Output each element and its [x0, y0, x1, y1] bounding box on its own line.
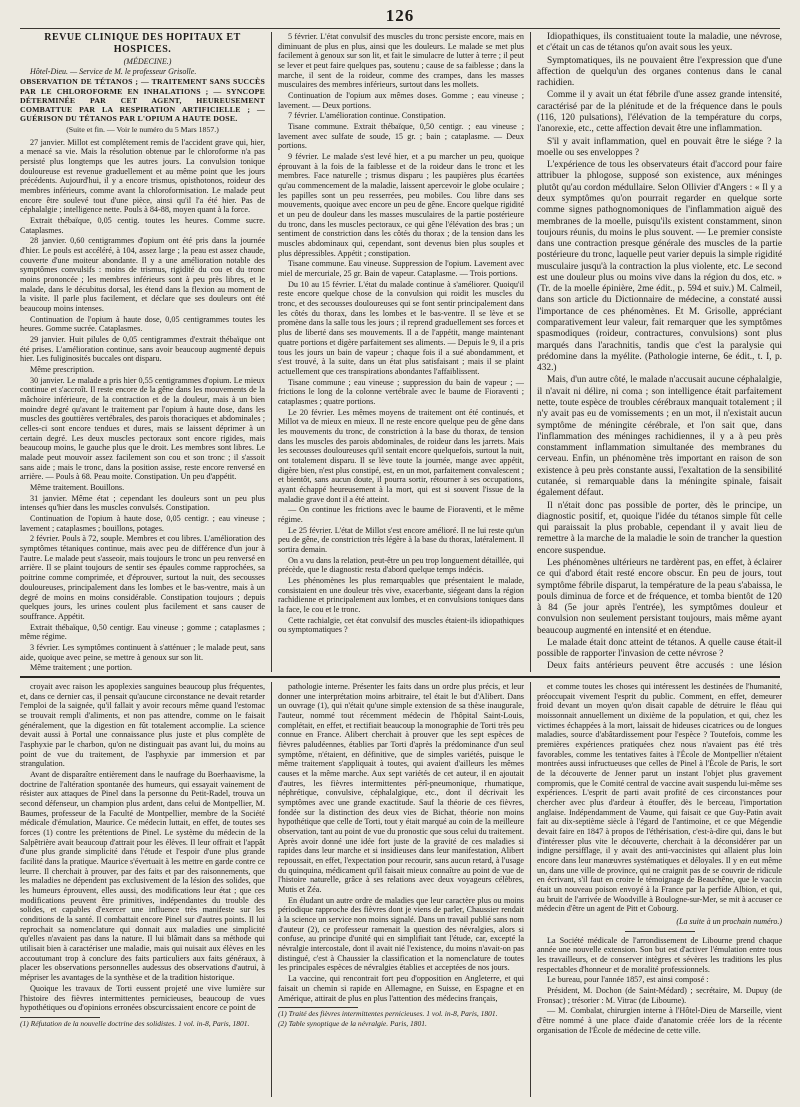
paragraph: Symptomatiques, ils ne pouvaient être l'expression que d'une affection de quelqu'un des organes contenus dans le canal rachidien. [537, 55, 782, 89]
hospital-service-line: Hôtel-Dieu. — Service de M. le professeur Grisolle. [30, 67, 197, 77]
paragraph: 29 janvier. Huit pilules de 0,05 centigrammes d'extrait thébaïque ont été prises. L'amélioration continue, sans avoir beaucoup augmenté depuis hier. Les fuliginosités buccales ont disparu. [20, 335, 265, 364]
paragraph: Cette rachialgie, cet état convulsif des muscles étaient-ils idiopathiques ou symptomatiques ? [278, 615, 524, 635]
to-be-continued: (La suite à un prochain numéro.) [676, 917, 782, 927]
column-2-body [278, 32, 524, 635]
section-separator [20, 676, 780, 678]
footnote: (1) Traité des fièvres intermittentes pernicieuses. 1 vol. in-8, Paris, 1801. [278, 1009, 498, 1019]
footnote-rule [20, 1017, 100, 1018]
bottom-column-3 [537, 682, 782, 1097]
paragraph: Il n'était donc pas possible de porter, dès le principe, un diagnostic positif, et, quoique l'idée du tétanos simple fût celle qui paraissait la plus probable, cependant il y avait lieu de remettre à la marche de la maladie le soin de trancher la question encore suspendue. [537, 500, 782, 556]
header-rule [20, 28, 780, 29]
paragraph: Le malade était donc atteint de tétanos. A quelle cause était-il possible de rapporter l'invasion de cette névrose ? [537, 637, 782, 660]
top-column-2 [278, 32, 524, 672]
paragraph: On a vu dans la relation, peut-être un peu trop longuement détaillée, qui précède, que le diagnostic resta d'abord quelque temps indécis. [278, 555, 524, 575]
paragraph: Même traitement ; une portion. [30, 663, 133, 672]
observation-title: OBSERVATION DE TÉTANOS ; — TRAITEMENT SANS SUCCÈS PAR LE CHLOROFORME EN INHALATIONS ; — SYNCOPE DÉTERMINÉE PAR CET AGENT, HEUREUSEMENT COMBATTUE PAR LA RESPIRATION ARTIFICIELLE ; — GUÉRISON DU TÉTANOS PAR L'OPIUM A HAUTE DOSE. [20, 77, 265, 124]
bottom-column-3-news [537, 936, 782, 1036]
paragraph: 5 février. L'état convulsif des muscles du tronc persiste encore, mais en diminuant de plus en plus, ainsi que les douleurs. Le malade se met plus facilement à genoux sur son lit, et fait le simulacre de lutter à terre ; il peut se lever et peut faire quelques pas, soutenu ; cause de sa faiblesse ; dans la marche, il sent de la roideur, comme des crampes, dans les masses musculaires des membres inférieurs, surtout dans les mollets. [278, 32, 524, 90]
footnote: (1) Réfutation de la nouvelle doctrine des solidistes. 1 vol. in-8, Paris, 1801. [20, 1018, 250, 1028]
paragraph: Continuation de l'opium aux mêmes doses. Gomme ; eau vineuse ; lavement. — Deux portions. [278, 91, 524, 110]
footnotes [278, 1010, 524, 1029]
paragraph: Le 20 février. Les mêmes moyens de traitement ont été continués, et Millot va de mieux en mieux. Il ne reste encore quelque peu de gêne dans les mouvements du tronc, de constriction à la base du thorax, de tension dans les muscles des parois abdominales, de roideur dans les jarrets. Mais les secousses douloureuses qu'il sentait encore quelquefois, surtout la nuit, ont totalement disparu. Il se lève toute la journée, mange avec appétit, digère bien, n'est plus constipé, est, en un mot, parfaitement convalescent ; et bientôt, sans aucun doute, il pourra sortir, rétourner à ses occupations, ayant échappé heureusement à la mort, qui est si souvent l'issue de la maladie grave dont il a été atteint. [278, 407, 524, 504]
paragraph: Même prescription. [30, 365, 95, 375]
paragraph: En éludant un autre ordre de maladies que leur caractère plus ou moins périodique rapproche des fièvres dont je viens de parler, Chaussier rendait à la science un service non moins signalé. Dans un travail publié sans nom d'auteur (2), ce professeur ramenait la question des névralgies, alors si confuse, au principe d'unité qui en simplifiait tant l'étude, car, excepté la névralgie intercostale, dont il avait nié l'existence, du moins n'avait-on pas distingué, c'est à Chaussier la classification et la nomenclature de toutes les principales espèces de névralgies établies et acceptées de nos jours. [278, 895, 524, 973]
paragraph: Idiopathiques, ils constituaient toute la maladie, une névrose, et c'était un cas de tétanos qu'on avait sous les yeux. [537, 32, 782, 54]
paragraph: Deux faits antérieurs peuvent être accusés : une lésion [547, 661, 782, 672]
column-divider [530, 32, 531, 672]
column-divider [271, 32, 272, 672]
paragraph: 9 février. Le malade s'est levé hier, et a pu marcher un peu, quoique éprouvant à la fois de la faiblesse et de la roideur dans le tronc et les membres. Face naturelle ; trismus disparu ; les paupières plus écartées qu'au commencement de la maladie, laissent apercevoir le globe oculaire ; les papilles sont un peu resserrées, peu mobiles. Cou libre dans ses mouvements, quoique avec encore un peu de gêne. Encore quelque rigidité et un peu de douleur dans les masses musculaires de la partie postérieure du tronc, dans les muscles pectoraux, ce qui gêne l'élévation des bras ; un sentiment de constriction dans les côtés du thorax ; de la tension dans les muscles abdominaux qui, cependant, sont devenus bien plus souples et plus dépressibles. Appétit ; constipation. [278, 152, 524, 258]
paragraph: La Société médicale de l'arrondissement de Libourne prend chaque année une nouvelle extension. Son but est d'activer l'émulation entre tous les travailleurs, et de conserver intègres et sévères les traditions les plus respectables d'honneur et de moralité professionnels. [537, 935, 782, 974]
paragraph: Extrait thébaïque, 0,05 centig. toutes les heures. Comme sucre. Cataplasmes. [20, 215, 265, 235]
bottom-column-2-body [278, 682, 524, 1003]
paragraph: Tisane commune ; eau vineuse ; suppression du bain de vapeur ; — frictions le long de la colonne vertébrale avec le baume de Fioraventi ; cataplasmes ; quatre portions. [278, 377, 524, 406]
column-1-body [20, 138, 265, 672]
short-rule [625, 931, 695, 932]
paragraph: Le 25 février. L'état de Millot s'est encore amélioré. Il ne lui reste qu'un peu de gêne, de constriction très légère à la base du thorax, latéralement. Il sortira demain. [278, 525, 524, 554]
paragraph: et comme toutes les choses qui intéressent les destinées de l'humanité, préoccupait vivement l'esprit du public. Comment, en effet, demeurer froid devant un moyen qu'on disait capable de détruire le fléau qui moissonnait annuellement un dixième de la population, et qui, chez les victimes échappées à la mort, laissait de hideuses cicatrices ou de longues maladies, source d'abâtardissement pour l'espèce ? Toutefois, comme les premières expériences pratiquées chez nous n'avaient pas été très favorables, comme les tentatives faites à l'École de Montpellier n'étaient montrées aussi infructueuses que celles de Pinel à l'École de Paris, le sort de la découverte de Jenner parut un instant l'objet plus gravement compromis, que le Comité central de vaccine avait suspendu lui-même ses expériences. L'esprit de parti avait profité de ces circonstances pour chercher avec plus d'ardeur à étouffer, dès le berceau, l'importation anglaise. Indépendamment de Vaume, qui faisait ce que Guy-Patin avait fait au dix-septième siècle à l'égard de l'antimoine, et ce que Mégendie devait faire en 1847 à propos de l'éthérisation, c'est-à-dire qui, dans le but d'intéresser plus vite le découverte, cherchait à la déconsidérer par un indigne persifflage, il y avait des anti-vaccinistes qui allaient plus loin encore dans leur manœuvres systématiques et déloyales. Il y en eut même un, dans une ville de province, qui ne craignit pas de se couvrir de ridicule en écrivant, s'il faut en croire le témoignage de Beauchêne, que le vaccin était un nouveau poison envoyé à la France par la perfide Albion, et qui, au bruit de l'arrivée de Woodville à Boulogne-sur-Mer, se mit à accuser ce médecin d'être un agent de Pitt et Cobourg. [537, 682, 782, 914]
paragraph: Même traitement. Bouillons. [30, 483, 125, 493]
top-column-3 [537, 32, 782, 672]
paragraph: 31 janvier. Même état ; cependant les douleurs sont un peu plus intenses qu'hier dans les muscles convulsés. Constipation. [20, 493, 265, 513]
paragraph: 3 février. Les symptômes continuent à s'atténuer ; le malade peut, sans aide, quoique avec peine, se mettre à genoux sur son lit. [20, 642, 265, 662]
bottom-column-2 [278, 682, 524, 1097]
section-title: REVUE CLINIQUE DES HOPITAUX ET HOSPICES. [44, 32, 241, 55]
paragraph: S'il y avait inflammation, quel en pouvait être le siége ? la moelle ou ses enveloppes ? [537, 136, 782, 158]
paragraph: Tisane commune. Extrait thébaïque, 0,50 centigr. ; eau vineuse ; lavement avec sulfate de soude, 15 gr. ; bain ; cataplasme. — Deux portions. [278, 122, 524, 151]
paragraph: Du 10 au 15 février. L'état du malade continue à s'améliorer. Quoiqu'il reste encore quelque chose de la convulsion qui roidit les muscles du tronc, et des secousses douloureuses qui se font sentir principalement dans les côtés du thorax, dans les lombes et le bas-ventre. Il se lève et se promène dans la salle tous les jours ; il reprend graduellement ses forces et plus de liberté dans ses mouvements. Il a de l'appétit, mange maintenant quatre portions et digère parfaitement ses aliments. — Depuis le 9, il a pris tous les jours un bain de vapeur ; chaque fois il a sué abondamment, et s'est trouvé, à la suite, dans un état plus satisfaisant ; mais il se plaint actuellement que ces transpirations abondantes l'affaiblissent. [278, 279, 524, 376]
footnote: (2) Table synoptique de la névralgie. Paris, 1801. [278, 1019, 427, 1029]
bottom-column-1 [20, 682, 265, 1097]
paragraph: Le bureau, pour l'année 1857, est ainsi composé : [547, 975, 709, 985]
paragraph: Quoique les travaux de Torti eussent projeté une vive lumière sur l'histoire des fièvres intermittentes pernicieuses, beaucoup de vues hypothétiques ou d'opinions erronées obscurcissaient encore ce point de [20, 983, 265, 1013]
top-column-1 [20, 32, 265, 672]
footnote-rule [278, 1007, 358, 1008]
paragraph: — On continue les frictions avec le baume de Fioraventi, et le même régime. [278, 505, 524, 524]
paragraph: 2 février. Pouls à 72, souple. Membres et cou libres. L'amélioration des symptômes tétaniques continue, mais avec peu de différence d'un jour à l'autre. Le malade peut s'asseoir, mais toujours le tronc un peu renversé en arrière. Il se plaint toujours de sentir ses épaules comme rapprochées, sa poitrine comme comprimée, et d'éprouver, surtout la nuit, des secousses douloureuses, principalement dans les lombes et le bas-ventre, mais à un degré de moins en moins considérable. Constipation toujours ; depuis quelques jours, les urines coulent plus facilement et sans causer de souffrance. Appétit. [20, 534, 265, 621]
section-subtitle: (MÉDECINE.) [123, 56, 172, 66]
paragraph: Les phénomènes les plus remarquables que présentaient le malade, consistaient en une douleur très vive, exacerbante, siégeant dans la région rachidienne et principalement aux lombes, et en convulsions toniques dans la face, le cou et le tronc. [278, 575, 524, 614]
paragraph: Continuation de l'opium à haute dose, 0,05 centigr. ; eau vineuse ; lavement ; cataplasmes ; bouillons, potages. [20, 514, 265, 533]
page-number: 126 [385, 6, 415, 25]
paragraph: — M. Combalat, chirurgien interne à l'Hôtel-Dieu de Marseille, vient d'être nommé à une place d'aide d'anatomie créée lors de la récente organisation de l'École de médecine de cette ville. [537, 1006, 782, 1035]
paragraph: Tisane commune. Eau vineuse. Suppression de l'opium. Lavement avec miel de mercuriale, 25 gr. Bain de vapeur. Cataplasme. — Trois portions. [278, 259, 524, 279]
bottom-column-1-body [20, 682, 265, 1013]
paragraph: 28 janvier. 0,60 centigrammes d'opium ont été pris dans la journée d'hier. Le pouls est accéléré, à 104, assez large ; la peau est assez chaude, couverte d'une moiteur abondante. Il y a une amélioration notable des symptômes convulsifs : moins de trismus, rigidité du cou et du tronc moins prononcée ; les membres inférieurs sont à peu près libres, et le malade, dans le décubitus dorsal, les étend dans la flexion au moment de la visite. Il parle plus facilement, et déclare que ses douleurs ont été beaucoup moins intenses. [20, 236, 265, 314]
paragraph: Continuation de l'opium à haute dose, 0,05 centigrammes toutes les heures. Gomme sucrée. Cataplasmes. [20, 314, 265, 334]
paragraph: pathologie interne. Présenter les faits dans un ordre plus précis, et leur donner une interprétation moins arbitraire, tel était le but d'Alibert. Dans un ouvrage (1), qui n'était qu'une simple extension de sa thèse inaugurale, l'auteur, nommé tout récemment médecin de l'hôpital Saint-Louis, complétait, en effet, et rectifiait beaucoup la monographie de Torti très peu connue en France. Alibert cherchait à prouver que les sept espèces de fièvres paludéennes, établies par Torti d'après la prédominance d'un seul symptôme, n'étaient, en définitive, que de simples variétés, puisque le même traitement s'appliquait à toutes, qui avaient d'ailleurs les mêmes causes et la même marche. Aux sept variétés de cet auteur, il en ajoutait d'autres, les fièvres intermittentes pérî-pneumonique, rhumatique, néphrétique, convulsive, céphalalgique, etc., dont il décrivait les symptômes avec une grande exactitude. Sauf la théorie de ces fièvres, fondée sur la distinction des deux vies de Bichat, théorie non moins hypothétique que celle de Torti, tout y était marqué au coin de la meilleure observation, tant au point de vue du pronostic que sous celui du traitement. Après avoir donné une idée fort juste de la gravité de ces maladies si rapides dans leur marche et si insidieuses dans leur manifestation, Alibert repoussait, en effet, l'expectation pour recourir, sans aucun retard, à l'usage du quinquina, médicament qu'il faisait mieux connaître au point de vue de l'histoire naturelle, grâce à ses relations avec deux voyageurs célèbres, Mutis et Zéa. [278, 682, 524, 895]
paragraph: 7 février. L'amélioration continue. Constipation. [288, 111, 446, 121]
paragraph: La vaccine, qui rencontrait fort peu d'opposition en Angleterre, et qui faisait un chemin si rapide en Allemagne, en Suisse, en Espagne et en Amérique, attirait de plus en plus l'attention des médecins français, [278, 974, 524, 1003]
column-divider [271, 682, 272, 1097]
paragraph: croyait avec raison les apoplexies sanguines beaucoup plus fréquentes, et, dans ce dernier cas, il pensait qu'aucune circonstance ne devait retarder l'emploi de la saignée, qu'il fallait y avoir recours même quand l'estomac se trouvait rempli d'aliments, et non pas attendre, comme on le faisait généralement, que la digestion en fût totalement accomplie. La science devait aussi à Portal une connaissance plus juste et plus complète de l'asphyxie par le charbon, qu'on ne distinguait pas avant lui, du moins au point de vue du traitement, de l'asphyxie par immersion et par strangulation. [20, 682, 265, 769]
continuation-note: (Suite et fin. — Voir le numéro du 5 Mars 1857.) [66, 125, 219, 135]
paragraph: Extrait thébaïque, 0,50 centigr. Eau vineuse ; gomme ; cataplasmes ; même régime. [20, 622, 265, 642]
paragraph: Les phénomènes ultérieurs ne tardèrent pas, en effet, à éclairer ce qui d'abord était resté encore obscur. En peu de jours, tout symptôme fébrile disparut, la température de la peau s'abaissa, le pouls diminua de force et de fréquence, et tomba bientôt de 120 à 84 (5e jour après l'entrée), les symptômes douleur et convulsion non seulement persistant toujours, mais même ayant beaucoup augmenté en intensité et en étendue. [537, 557, 782, 636]
bottom-column-3-body [537, 682, 782, 914]
paragraph: Mais, d'un autre côté, le malade n'accusait aucune céphalalgie, il n'avait ni délire, ni coma ; son intelligence était parfaitement nette, toute espèce de troubles cérébraux manquait totalement ; il n'y avait pas eu de vomissements ; en un mot, il n'existait aucun symptôme de méningite cérébrale, et l'on sait que, dans l'inflammation des méninges rachidiennes, il y a à peu près constamment inflammation simultanée des membranes du cerveau. Enfin, un phénomène très important en raison de son existence à peu près constante aussi, l'exaltation de la sensibilité cutanée, si remarquable dans la méningite spinale, faisait également défaut. [537, 375, 782, 499]
column-divider [530, 682, 531, 1097]
paragraph: 27 janvier. Millot est complétement remis de l'accident grave qui, hier, a menacé sa vie. Mais la résolution obtenue par le chloroforme n'a pas persisté plus longtemps que les autres jours. La convulsion tonique douloureuse est revenue graduellement et au même point que les jours précédents. Aujourd'hui, il y a encore trismus, opisthotonos, roideur des membres inférieurs, comme avant la chloroformisation. Le malade peut encore être soulevé tout d'une pièce, ainsi qu'il l'a été hier. Pas de céphalalgie ; intelligence nette. Pouls à 84-88, moyen quant à la force. [20, 137, 265, 215]
paragraph: Avant de disparaître entièrement dans le naufrage du Boerhaavisme, la doctrine de l'altération spontanée des humeurs, qui essayait vainement de résister aux attaques de Pinel dans la personne du Petit-Radel, trouva un second défenseur, un champion plus ardent, dans celui de Montpellier, M. Baumes, professeur de la Faculté de Montpellier, membre de la Société médicale d'émulation, Maurice. Ce médecin luttait, en effet, de toutes ses forces (1) contre les prétentions de Pinel. Le système du médecin de la Salpêtrière avait beaucoup d'attrait pour les élèves. Il leur offrait et l'appât d'une plus grande simplicité dans l'étude et l'espoir d'une plus grande facilité dans la pratique. Maurice s'évertuait à les mettre en garde contre ce leurre. Il cherchait à prouver, par des faits et par des raisonnements, que les maladies ne dépendent pas exclusivement de la lésion des solides, que les humeurs éprouvent, elles aussi, des modifications leur état ; que ces modifications peuvent être primitives, indépendantes du trouble des solides, et capables d'exercer une influence très manifeste sur les conditions de la santé. Il combattait encore Pinel sur d'autres points. Il lui reprochait sa nomenclature qui donnait aux maladies une simplicité qu'elles n'avaient pas dans la nature. Il lui blâmait dans sa méthode qui utilisait bien à caractériser une maladie, mais qui nuisait aux élèves en les accoutumant trop à conclure des faits particuliers aux faits généraux, à placer les observations personnelles audessus des observations d'autrui, à mépriser les avantages de la synthèse et de la tradition historique. [20, 770, 265, 983]
column-3-body [537, 32, 782, 672]
paragraph: Président, M. Dochon (de Saint-Médard) ; secrétaire, M. Dupuy (de Fronsac) ; trésorier : M. Vitrac (de Libourne). [537, 985, 782, 1005]
paragraph: Comme il y avait un état fébrile d'une assez grande intensité, caractérisé par de la plénitude et de la fréquence dans le pouls (116, 120 pulsations), l'élévation de la température du corps, l'anorexie, etc., cette affection devait être une inflammation. [537, 90, 782, 135]
paragraph: L'expérience de tous les observateurs était d'accord pour faire attribuer la phlogose, supposé son existence, aux méninges plutôt qu'au cordon médullaire. Selon Ollivier d'Angers : « Il y a deux symptômes qu'on pourrait regarder en quelque sorte comme signes pathognomoniques de l'inflammation aiguë des membranes de la moelle, puisqu'ils existent constamment, sinon toujours réunis, du moins le plus souvent. — Le premier consiste dans une contraction presque générale des muscles de la partie postérieure du tronc, laquelle peut varier depuis la simple rigidité musculaire jusqu'à la contraction la plus violente, etc. Le second est une douleur plus ou moins vive dans la région du dos, etc. » (Tr. de la moelle épinière, 2me édit., p. 594 et suiv.) M. Calmeil, dans son article du Dictionnaire de médecine, a constaté aussi l'importance de ces phénomènes. Et M. Grisolle, appréciant comparativement leur valeur, fait remarquer que les symptômes spasmodiques (roideur, contractures, convulsions) sont plus marqués dans l'arachnitis, tandis que c'est la paralysie qui prédomine dans la myélite. (Pathologie interne, 6e édit., t. I, p. 432.) [537, 160, 782, 374]
paragraph: 30 janvier. Le malade a pris hier 0,55 centigrammes d'opium. Le mieux continue et s'accroît. Il reste encore de la gêne dans les mouvements de la mâchoire inférieure, de la contraction et de la douleur, mais à un bien moindre degré qu'avant le traitement par l'opium à haute dose, dans les muscles des gouttières vertébrales, des parois thoraciques et abdominales ; celles-ci sont encore tendues et dures, mais se laissent déprimer à un certain degré. Les deux muscles pectoraux sont encore rigides, mais beaucoup moins, le gauche plus que le droit. Les membres sont libres. Le malade peut mouvoir assez facilement son cou et son tronc ; il s'assoit sans aide ; mais le tronc, dans la position assise, reste encore renversé en arrière. — Pouls à 68. Peau moite. Constipation. Un peu d'appétit. [20, 375, 265, 482]
